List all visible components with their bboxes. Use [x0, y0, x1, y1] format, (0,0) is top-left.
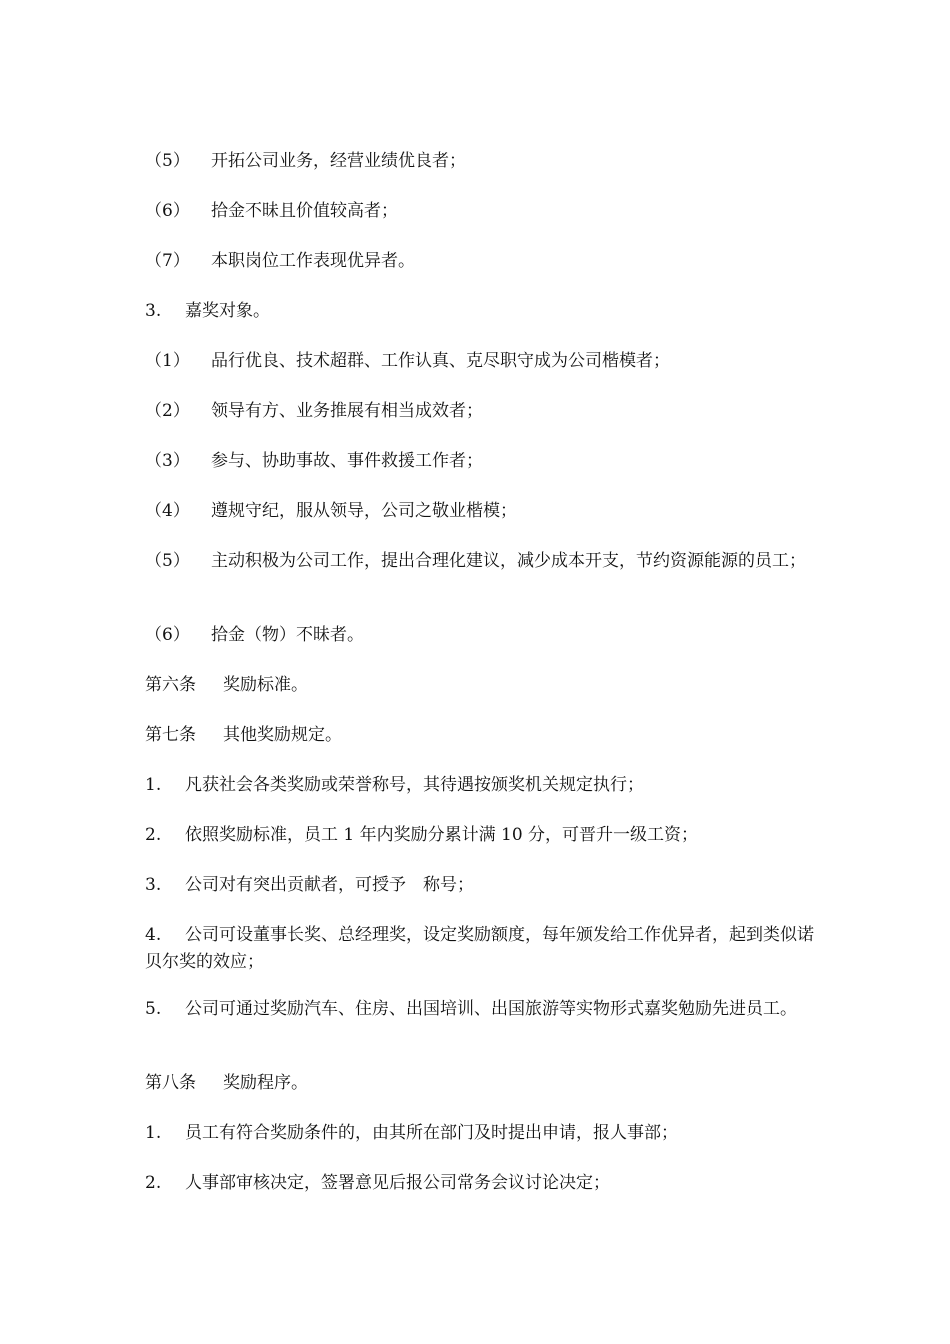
- item-number: （3）: [145, 451, 190, 471]
- item-number: （2）: [145, 401, 190, 421]
- article-number: 第八条: [145, 1073, 196, 1093]
- item-number: 2.: [145, 825, 162, 845]
- article-number: 第六条: [145, 675, 196, 695]
- list-item-4-discipline: [145, 498, 815, 525]
- item-text: 参与、协助事故、事件救援工作者；: [211, 451, 483, 471]
- item-number: （6）: [145, 201, 190, 221]
- rule-2-salary-promotion: [145, 822, 815, 849]
- item-text: 开拓公司业务，经营业绩优良者；: [211, 151, 466, 171]
- article-7-other-rules: [145, 722, 815, 749]
- item-number: （6）: [145, 625, 190, 645]
- rule-5-material-rewards: [145, 996, 815, 1023]
- item-number: 3.: [145, 301, 162, 321]
- item-number: 2.: [145, 1173, 162, 1193]
- item-text: 拾金（物）不昧者。: [211, 625, 364, 645]
- item-number: 5.: [145, 999, 162, 1019]
- list-item-2-leadership: [145, 398, 815, 425]
- list-item-5-suggestions: [145, 548, 815, 575]
- item-text: 嘉奖对象。: [185, 301, 270, 321]
- procedure-1-apply: [145, 1120, 815, 1147]
- item-number: （1）: [145, 351, 190, 371]
- procedure-2-review: [145, 1170, 815, 1197]
- article-title: 奖励标准。: [223, 675, 308, 695]
- item-text: 人事部审核决定，签署意见后报公司常务会议讨论决定；: [185, 1173, 610, 1193]
- list-item-5-expand-business: [145, 148, 815, 175]
- item-number: （5）: [145, 151, 190, 171]
- list-item-6-honesty-valuable: [145, 198, 815, 225]
- item-text: 依照奖励标准，员工 1 年内奖励分累计满 10 分，可晋升一级工资；: [185, 825, 699, 845]
- article-number: 第七条: [145, 725, 196, 745]
- list-item-3-rescue-work: [145, 448, 815, 475]
- item-text: 本职岗位工作表现优异者。: [211, 251, 415, 271]
- item-text: 品行优良、技术超群、工作认真、克尽职守成为公司楷模者；: [211, 351, 670, 371]
- section-3-commendation-targets: [145, 298, 815, 325]
- item-text: 领导有方、业务推展有相当成效者；: [211, 401, 483, 421]
- item-text: 公司对有突出贡献者，可授予 称号；: [185, 875, 474, 895]
- item-number: 1.: [145, 1123, 162, 1143]
- list-item-6-honesty: [145, 622, 815, 649]
- article-6-reward-standard: [145, 672, 815, 699]
- list-item-1-good-conduct: [145, 348, 815, 375]
- item-number: 3.: [145, 875, 162, 895]
- item-number: （4）: [145, 501, 190, 521]
- item-text: 遵规守纪，服从领导，公司之敬业楷模；: [211, 501, 517, 521]
- rule-4-chairman-award: [145, 922, 815, 976]
- rule-3-honorary-title: [145, 872, 815, 899]
- item-text: 凡获社会各类奖励或荣誉称号，其待遇按颁奖机关规定执行；: [185, 775, 644, 795]
- item-number: （7）: [145, 251, 190, 271]
- rule-1-social-awards: [145, 772, 815, 799]
- item-text: 员工有符合奖励条件的，由其所在部门及时提出申请，报人事部；: [185, 1123, 678, 1143]
- item-text: 公司可通过奖励汽车、住房、出国培训、出国旅游等实物形式嘉奖勉励先进员工。: [185, 999, 797, 1019]
- article-title: 其他奖励规定。: [223, 725, 342, 745]
- article-title: 奖励程序。: [223, 1073, 308, 1093]
- item-text: 公司可设董事长奖、总经理奖，设定奖励额度，每年颁发给工作优异者，起到类似诺贝尔奖的效应；: [145, 925, 814, 972]
- article-8-reward-procedure: [145, 1070, 815, 1097]
- item-text: 拾金不昧且价值较高者；: [211, 201, 398, 221]
- item-number: 4.: [145, 925, 162, 945]
- item-text: 主动积极为公司工作，提出合理化建议，减少成本开支，节约资源能源的员工；: [211, 551, 806, 571]
- item-number: （5）: [145, 551, 190, 571]
- item-number: 1.: [145, 775, 162, 795]
- list-item-7-excellent-performance: [145, 248, 815, 275]
